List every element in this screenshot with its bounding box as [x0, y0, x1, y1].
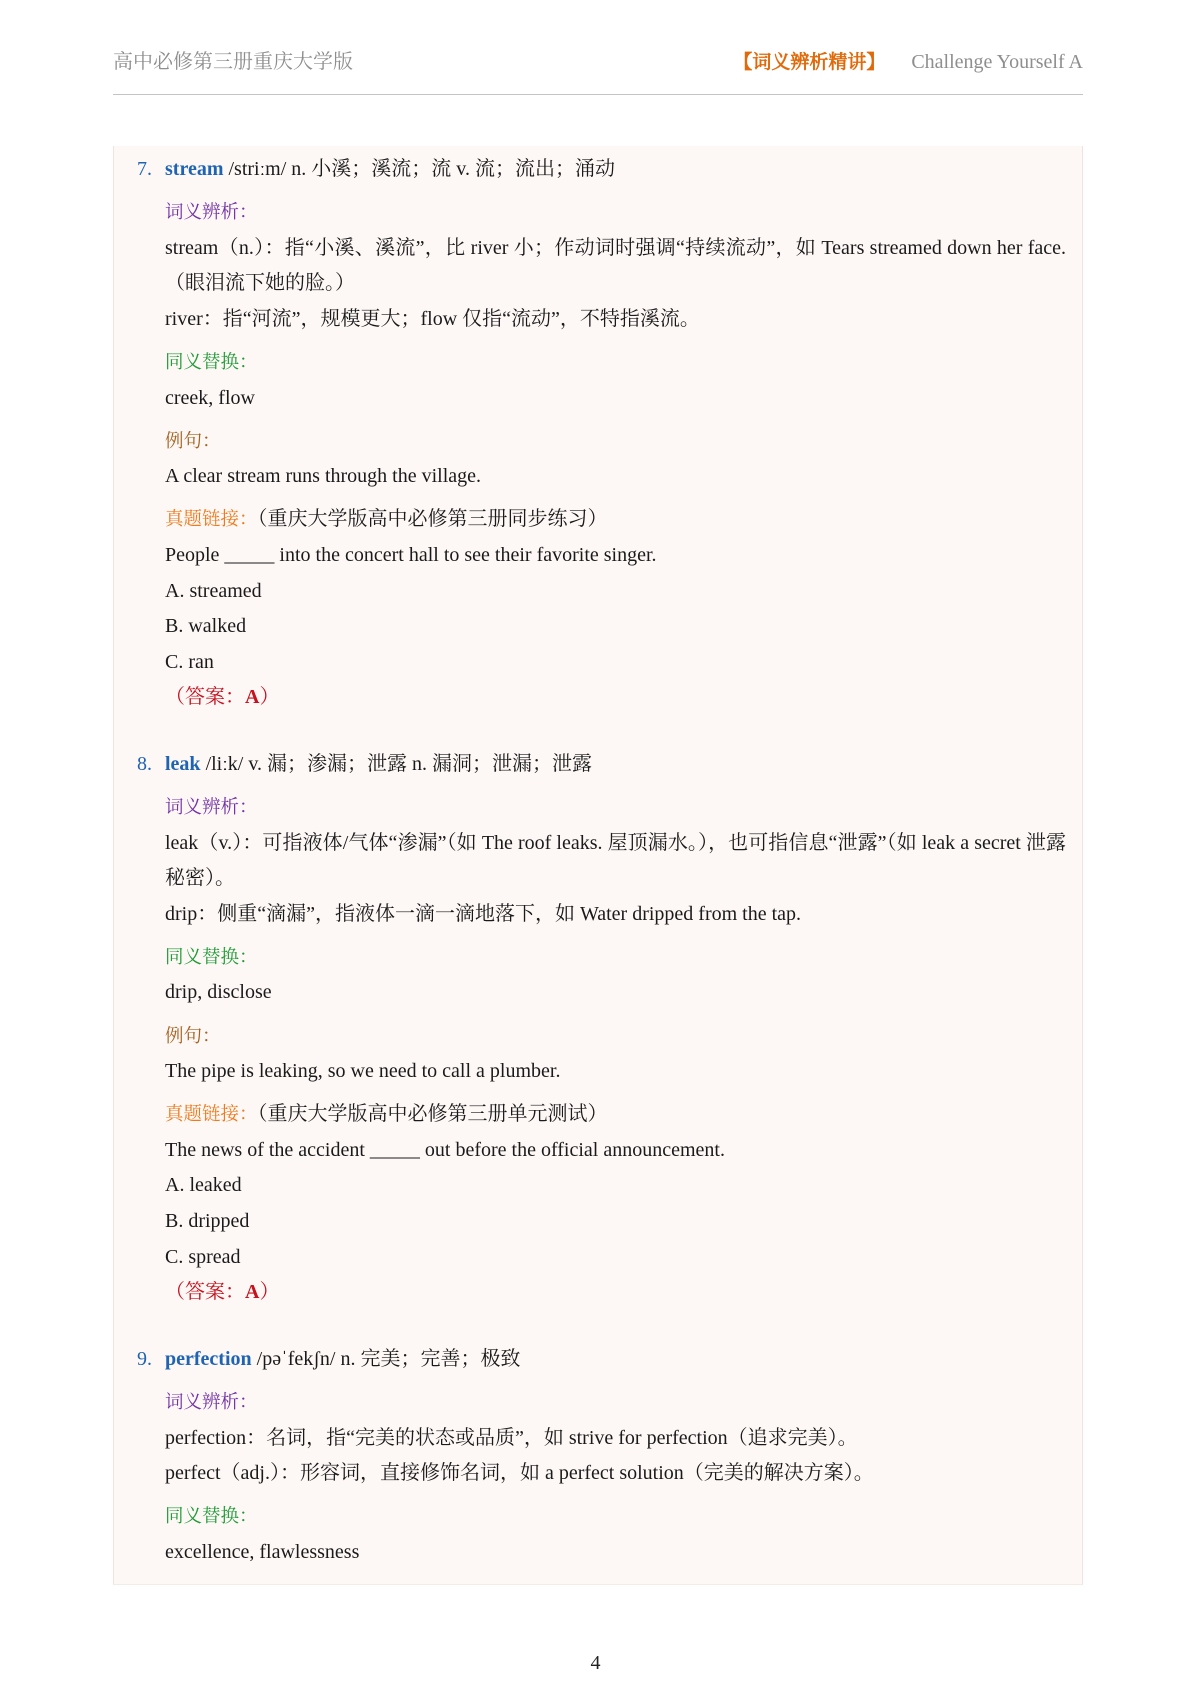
exam-option: C. spread [165, 1245, 241, 1268]
page-number: 4 [590, 1652, 601, 1674]
vocab-entry-stream [137, 152, 1066, 716]
example-label: 例句： [165, 1025, 221, 1047]
answer-prefix: （答案： [165, 1281, 245, 1304]
vocab-entry-leak [137, 747, 1066, 1311]
example-label: 例句： [165, 430, 221, 452]
synonyms-label: 同义替换： [165, 351, 258, 373]
exam-source: （重庆大学版高中必修第三册单元测试） [257, 1103, 608, 1126]
headword: perfection [165, 1347, 252, 1370]
entry-number: 9. [137, 1347, 152, 1370]
entry-heading [137, 1342, 1066, 1378]
exam-question: The news of the accident _____ out before the official announcement. [165, 1138, 725, 1161]
vocab-entry-perfection [137, 1342, 1066, 1571]
exam-answer [165, 680, 1066, 716]
entry-definition: /liːk/ v. 漏；渗漏；泄露 n. 漏洞；泄漏；泄露 [205, 752, 593, 775]
synonyms-text: excellence, flawlessness [165, 1540, 360, 1563]
exam-option: A. streamed [165, 579, 262, 602]
entry-heading [137, 747, 1066, 783]
analysis-label: 词义辨析： [165, 1391, 258, 1413]
answer-value: A [245, 686, 260, 709]
entry-number: 8. [137, 752, 152, 775]
exam-option: B. dripped [165, 1210, 250, 1233]
exam-link-heading [165, 1097, 1066, 1133]
answer-prefix: （答案： [165, 686, 245, 709]
analysis-label: 词义辨析： [165, 202, 258, 224]
synonyms-text: creek, flow [165, 386, 255, 409]
example-sentence: The pipe is leaking, so we need to call a plumber. [165, 1060, 561, 1083]
exam-option: A. leaked [165, 1174, 242, 1197]
headword: leak [165, 752, 201, 775]
exam-question: People _____ into the concert hall to see their favorite singer. [165, 543, 657, 566]
exam-answer [165, 1275, 1066, 1311]
exam-option: B. walked [165, 615, 247, 638]
header-right [733, 46, 1083, 80]
synonyms-text: drip, disclose [165, 981, 272, 1004]
synonyms-label: 同义替换： [165, 1506, 258, 1528]
analysis-line: perfect（adj.）：形容词，直接修饰名词，如 a perfect solution（完美的解决方案）。 [165, 1462, 874, 1485]
analysis-line: stream（n.）：指“小溪、溪流”，比 river 小；作动词时强调“持续流动”，如 Tears streamed down her face.（眼泪流下她的脸。） [165, 236, 1066, 295]
analysis-line: leak（v.）：可指液体/气体“渗漏”（如 The roof leaks. 屋顶漏水。），也可指信息“泄露”（如 leak a secret 泄露秘密）。 [165, 831, 1066, 890]
entry-definition: /pəˈfekʃn/ n. 完美；完善；极致 [256, 1347, 521, 1370]
header-series-title: Challenge Yourself A [911, 51, 1083, 73]
exam-label: 真题链接： [165, 509, 258, 531]
exam-link-heading [165, 502, 1066, 538]
example-sentence: A clear stream runs through the village. [165, 465, 482, 488]
answer-value: A [245, 1281, 260, 1304]
headword: stream [165, 158, 224, 180]
exam-label: 真题链接： [165, 1104, 258, 1126]
synonyms-label: 同义替换： [165, 946, 258, 968]
header-section-tag: 【词义辨析精讲】 [733, 51, 886, 73]
entry-number: 7. [137, 158, 152, 180]
header-book-title: 高中必修第三册重庆大学版 [113, 51, 353, 73]
exam-source: （重庆大学版高中必修第三册同步练习） [257, 508, 608, 531]
entry-heading [137, 152, 1066, 188]
analysis-line: drip：侧重“滴漏”，指液体一滴一滴地落下，如 Water dripped from the tap. [165, 902, 802, 925]
vocabulary-panel [113, 146, 1083, 1585]
entry-definition: /striːm/ n. 小溪；溪流；流 v. 流；流出；涌动 [228, 158, 615, 180]
exam-option: C. ran [165, 650, 214, 673]
analysis-line: perfection：名词，指“完美的状态或品质”，如 strive for perfection（追求完美）。 [165, 1426, 858, 1449]
answer-suffix: ） [259, 1281, 280, 1304]
answer-suffix: ） [259, 686, 280, 709]
analysis-line: river：指“河流”，规模更大；flow 仅指“流动”，不特指溪流。 [165, 307, 700, 330]
analysis-label: 词义辨析： [165, 797, 258, 818]
page-header [113, 46, 1083, 78]
header-divider [113, 94, 1083, 95]
